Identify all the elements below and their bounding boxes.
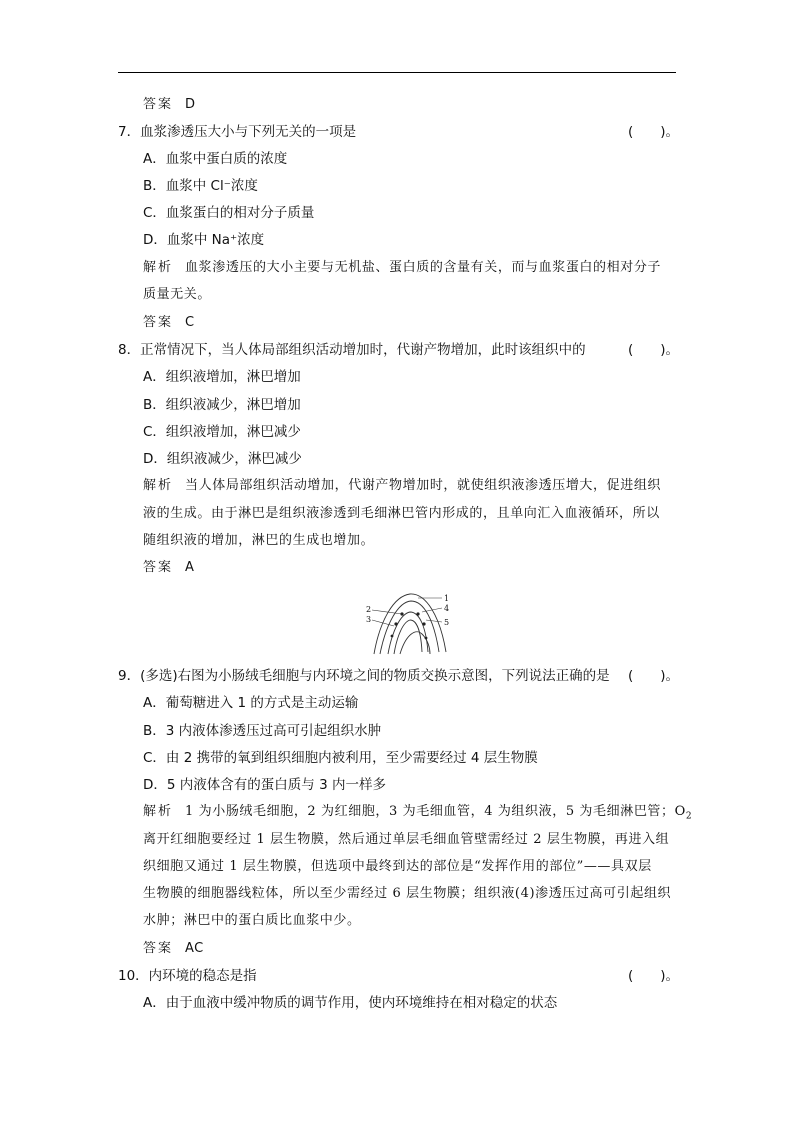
q7-analysis-line-2: 质量无关。 [143, 287, 212, 302]
villus-inner-membrane [380, 601, 439, 654]
q6-answer: 答案 D [143, 97, 196, 112]
q7-option-c: C．血浆蛋白的相对分子质量 [143, 205, 315, 221]
q9-option-b: B．3 内液体渗透压过高可引起组织水肿 [143, 723, 382, 739]
red-cell-3 [416, 612, 419, 615]
q8-analysis-line-2: 液的生成。由于淋巴是组织液渗透到毛细淋巴管内形成的，且单向汇入血液循环，所以 [143, 506, 660, 521]
q9-option-d: D．5 内液体含有的蛋白质与 3 内一样多 [143, 777, 386, 793]
q8-blank: ( )。 [628, 342, 680, 358]
q7-blank: ( )。 [628, 124, 680, 140]
fig-label-2: 2 [366, 605, 372, 614]
fig-label-3: 3 [366, 615, 372, 624]
villus-outer-membrane [374, 594, 446, 654]
q7-analysis-line-1: 解析 血浆渗透压的大小主要与无机盐、蛋白质的含量有关，而与血浆蛋白的相对分子 [143, 260, 662, 275]
q8-stem: 8．正常情况下，当人体局部组织活动增加时，代谢产物增加，此时该组织中的 [118, 342, 586, 358]
q8-option-c: C．组织液增加，淋巴减少 [143, 424, 301, 440]
fig-label-1: 1 [444, 594, 450, 603]
q10-option-a: A．由于血液中缓冲物质的调节作用，使内环境维持在相对稳定的状态 [143, 995, 558, 1011]
q7-option-b: B．血浆中 Cl⁻浓度 [143, 178, 258, 194]
q8-option-b: B．组织液减少，淋巴增加 [143, 397, 301, 413]
header-rule [118, 72, 676, 73]
q10-blank: ( )。 [628, 968, 680, 984]
q7-option-d: D．血浆中 Na⁺浓度 [143, 232, 265, 248]
q8-analysis-line-3: 随组织液的增加，淋巴的生成也增加。 [143, 533, 375, 548]
q9-option-c: C．由 2 携带的氧到组织细胞内被利用，至少需要经过 4 层生物膜 [143, 750, 538, 766]
q7-stem: 7．血浆渗透压大小与下列无关的一项是 [118, 124, 357, 140]
q9-analysis-line-3: 织细胞又通过 1 层生物膜，但选项中最终到达的部位是“发挥作用的部位”——具双层 [143, 859, 652, 874]
q9-option-a: A．葡萄糖进入 1 的方式是主动运输 [143, 695, 359, 711]
q8-answer: 答案 A [143, 560, 195, 575]
o2-subscript: 2 [685, 811, 693, 822]
red-cell-1 [394, 622, 397, 625]
q9-analysis-line-5: 水肿；淋巴中的蛋白质比血浆中少。 [143, 913, 361, 928]
q7-answer: 答案 C [143, 315, 195, 330]
q8-analysis-line-1: 解析 当人体局部组织活动增加，代谢产物增加时，就使组织液渗透压增大，促进组织 [143, 478, 662, 493]
q9-blank: ( )。 [628, 668, 680, 684]
q9-analysis-line-1: 解析 1 为小肠绒毛细胞，2 为红细胞，3 为毛细血管，4 为组织液，5 为毛细淋巴管；$O_2$ [143, 804, 693, 822]
red-cell-6 [425, 637, 428, 640]
fig-label-4: 4 [444, 604, 450, 613]
q9-analysis-line-4: 生物膜的细胞器线粒体，所以至少需经过 6 层生物膜；组织液(4)渗透压过高可引起组织 [143, 886, 672, 901]
q7-option-a: A．血浆中蛋白质的浓度 [143, 151, 288, 167]
fig-label-5: 5 [444, 618, 450, 627]
villus-exchange-diagram [366, 590, 456, 656]
q8-option-a: A．组织液增加，淋巴增加 [143, 369, 301, 385]
red-cell-5 [391, 635, 394, 638]
q9-analysis-line-2: 离开红细胞要经过 1 层生物膜，然后通过单层毛细血管壁需经过 2 层生物膜，再进入组 [143, 832, 670, 847]
red-cell-4 [422, 622, 425, 625]
q9-stem: 9．(多选)右图为小肠绒毛细胞与内环境之间的物质交换示意图，下列说法正确的是 [118, 668, 610, 684]
q8-option-d: D．组织液减少，淋巴减少 [143, 451, 302, 467]
q10-stem: 10．内环境的稳态是指 [118, 968, 257, 984]
q9-answer: 答案 AC [143, 941, 204, 956]
